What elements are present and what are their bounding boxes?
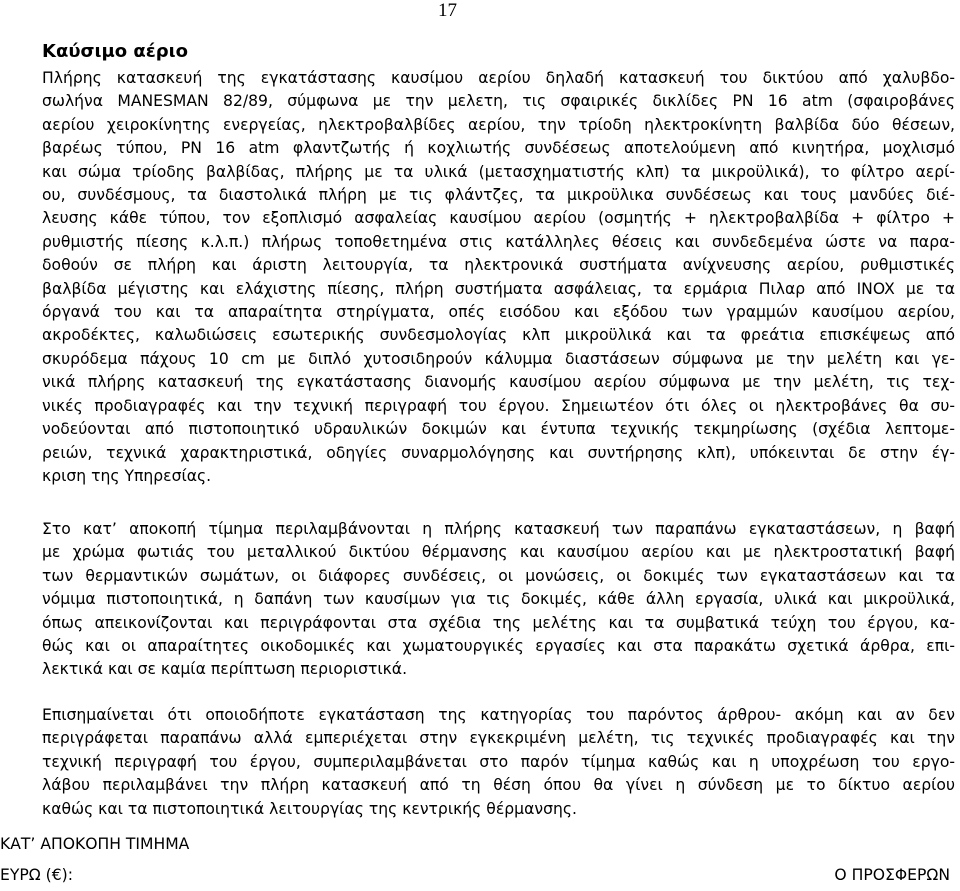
text-line: Πλήρης κατασκευή της εγκατάστασης καυσίμου αερίου δηλαδή κατασκευή του δικτύου από χαλυβδο- (42, 69, 955, 87)
lump-sum-label: ΚΑΤ’ ΑΠΟΚΟΠΗ ΤΙΜΗΜΑ (0, 835, 190, 853)
text-line: καθώς και τα πιστοποιητικά λειτουργίας της κεντρικής θέρμανσης. (42, 799, 577, 818)
text-line: ρειών, τεχνικά χαρακτηριστικά, οδηγίες συναρμολόγησης και συντήρησης κλπ), υπόκεινται δε στην έγ- (42, 443, 955, 462)
text-line: σωλήνα MANESMAN 82/89, σύμφωνα με την μελετη, τις σφαιρικές δικλίδες PN 16 atm (σφαιροβάνες (42, 92, 955, 111)
text-line: αερίου χειροκίνητης ενεργείας, ηλεκτροβαλβίδες αερίου, την τρίοδη ηλεκτροκίνητη βαλβίδα δύο θέσεων, (42, 115, 955, 134)
text-line: με χρώμα φωτιάς του μεταλλικού δικτύου θέρμανσης και καυσίμου αερίου και με ηλεκτροστατική βαφή (42, 543, 955, 562)
text-line: ακροδέκτες, καλωδιώσεις εσωτερικής συνδεσμολογίας κλπ μικροϋλικά και τα φρεάτια επισκέψεως από (42, 326, 955, 345)
euro-amount-label: ΕΥΡΩ (€): (0, 866, 73, 884)
text-line: ου, συνδέσμους, τα διαστολικά πλήρη με τις φλάντζες, τα μικροϋλικα συνδέσεως και τους μανδύες διέ- (42, 186, 955, 205)
text-line: περιγράφεται παραπάνω αλλά εμπεριέχεται στην εγκεκριμένη μελέτη, τις τεχνικές προδιαγραφές και την (42, 729, 955, 748)
text-line: Στο κατ’ αποκοπή τίμημα περιλαμβάνονται η πλήρης κατασκευή των παραπάνω εγκαταστάσεων, η βαφή (42, 520, 955, 538)
text-line: σκυρόδεμα πάχους 10 cm με διπλό χυτοσιδηρούν κάλυμμα διαστάσεων σύμφωνα με την μελέτη και γε- (42, 349, 955, 368)
page-number: 17 (438, 0, 457, 21)
text-line: βαρέως τύπου, PN 16 atm φλαντζωτής ή κοχλιωτής συνδέσεως αποτελούμενη από κινητήρα, μοχλισμό (42, 139, 955, 158)
text-line: λάβου περιλαμβάνει την πλήρη κατασκευή από τη θέση όπου θα γίνει η σύνδεση με το δίκτυο αερίου (42, 776, 955, 795)
text-line: Επισημαίνεται ότι οποιοδήποτε εγκατάσταση της κατηγορίας του παρόντος άρθρου- ακόμη και αν δεν (42, 706, 955, 724)
offerer-label: Ο ΠΡΟΣΦΕΡΩΝ (834, 866, 950, 884)
paragraph-note (42, 704, 955, 821)
text-line: θώς και οι απαραίτητες οικοδομικές και χωματουργικές εργασίες και στα παρακάτω σχετικά άρθρα, επι- (42, 637, 955, 656)
text-line: δοθούν σε πλήρη και άριστη λειτουργία, τα ηλεκτρονικά συστήματα ανίχνευσης αερίου, ρυθμιστικές (42, 256, 955, 275)
paragraph-lump-sum-scope (42, 518, 955, 682)
text-line: λεκτικά και σε καμία περίπτωση περιοριστικά. (42, 660, 408, 679)
text-line: νικές προδιαγραφές και την τεχνική περιγραφή του έργου. Σημειωτέον ότι όλες οι ηλεκτροβάνες θα συ- (42, 396, 955, 415)
text-line: ρυθμιστής πίεσης κ.λ.π.) πλήρως τοποθετημένα στις κατάλληλες θέσεις και συνδεδεμένα ώστε να παρα- (42, 232, 955, 251)
text-line: βαλβίδα μέγιστης και ελάχιστης πίεσης, πλήρη συστήματα ασφάλειας, τα ερμάρια Πιλαρ από INOX με τα (42, 279, 955, 298)
text-line: τεχνική περιγραφή του έργου, συμπεριλαμβάνεται στο παρόν τίμημα καθώς και η υποχρέωση του εργο- (42, 752, 955, 771)
text-line: λευσης κάθε τύπου, τον εξοπλισμό ασφαλείας καυσίμου αερίου (οσμητής + ηλεκτροβαλβίδα + φίλτρο + (42, 209, 955, 228)
text-line: των θερμαντικών σωμάτων, οι διάφορες συνδέσεις, οι μονώσεις, οι δοκιμές των εγκαταστάσεων και τα (42, 566, 955, 585)
text-line: όπως απεικονίζονται και περιγράφονται στα σχέδια της μελέτης και τα συμβατικά τεύχη του έργου, κα- (42, 613, 955, 632)
text-line: νικά πλήρης κατασκευή της εγκατάστασης διανομής καυσίμου αερίου σύμφωνα με την μελέτη, τις τεχ- (42, 373, 955, 392)
text-line: όργανά του και τα απαραίτητα στηρίγματα, οπές εισόδου και εξόδου των γραμμών καυσίμου αερίου, (42, 303, 955, 322)
text-line: νοδεύονται από πιστοποιητικό υδραυλικών δοκιμών και έντυπα τεχνικής τεκμηρίωσης (σχέδια λεπτομε- (42, 420, 955, 439)
text-line: νόμιμα πιστοποιητικά, η δαπάνη των καυσίμων για τις δοκιμές, κάθε άλλη εργασία, υλικά και μικροϋλικά, (42, 590, 955, 609)
section-title: Καύσιμο αέριο (42, 41, 189, 62)
text-line: και σώμα τρίοδης βαλβίδας, πλήρης με τα υλικά (μετασχηματιστής κλπ) τα μικροϋλικά), το φίλτρο αερί- (42, 162, 955, 181)
text-line: κριση της Υπηρεσίας. (42, 466, 212, 485)
paragraph-gas-installation (42, 67, 955, 488)
